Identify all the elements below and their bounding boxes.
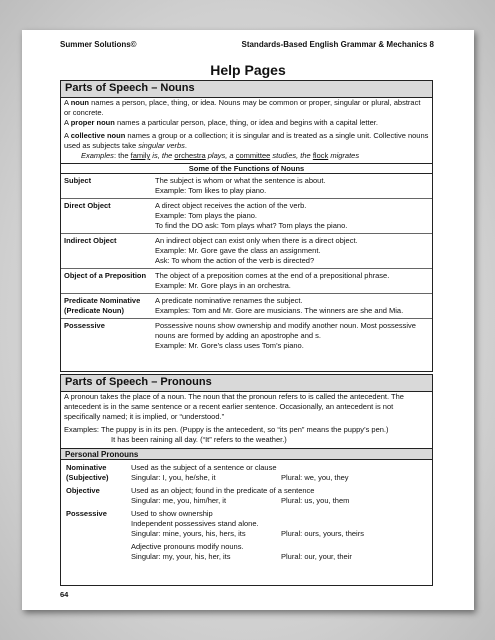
functions-heading: Some of the Functions of Nouns [61, 163, 432, 174]
pronoun-row: Objective Used as an object; found in the predicate of a sentence Singular: me, you, him/her, it Plural: us, you, them [66, 486, 350, 505]
pronoun-definition: A pronoun takes the place of a noun. The noun that the pronoun refers to is called the antecedent. The antecedent is in the same sentence or a recent earlier sentence. Occasionally, an antecedent is not specifically named; it is implied, or “understood.” [64, 392, 404, 421]
pronouns-section [60, 374, 433, 586]
page-number: 64 [60, 590, 69, 599]
nouns-section [60, 80, 433, 372]
page-header [60, 40, 434, 54]
function-row: Direct Object A direct object receives the action of the verb. Example: Tom plays the piano. To find the DO ask: Tom plays what? Tom plays the piano. [61, 199, 432, 234]
collective-noun-definition: A collective noun names a group or a collection; it is singular and is treated as a single unit. Collective nouns used as subjects take singular verbs. [64, 131, 429, 150]
header-right: Standards-Based English Grammar & Mechanics 8 [241, 40, 434, 49]
collective-examples: Examples: the family is, the orchestra plays, a committee studies, the flock migrates [81, 151, 360, 160]
function-row: Indirect Object An indirect object can exist only when there is a direct object. Example: Mr. Gore gave the class an assignment. Ask: To whom the action of the verb is directed? [61, 234, 432, 269]
page-title: Help Pages [210, 62, 286, 78]
pronoun-row: Possessive Used to show ownership Independent possessives stand alone. Singular: mine, yours, his, hers, its Plural: ours, yours, theirs Adjective pronouns modify nouns. Singular: my, your, his, her, its Plural: our, your, their [66, 509, 364, 561]
personal-pronouns-heading: Personal Pronouns [61, 448, 432, 460]
pronouns-heading: Parts of Speech – Pronouns [61, 375, 432, 392]
document-page [22, 30, 474, 610]
nouns-heading: Parts of Speech – Nouns [61, 81, 432, 98]
pronoun-example-2: It has been raining all day. (“It” refers to the weather.) [111, 435, 287, 444]
pronoun-example-1: Examples: The puppy is in its pen. (Puppy is the antecedent, so “its pen” means the puppy’s pen.) [64, 425, 389, 434]
header-left: Summer Solutions© [60, 40, 137, 49]
noun-definition: A noun names a person, place, thing, or idea. Nouns may be common or proper, singular or plural, abstract or concrete. [64, 98, 421, 117]
function-row: Predicate Nominative (Predicate Noun) A predicate nominative renames the subject. Examples: Tom and Mr. Gore are musicians. The winners are she and Mia. [61, 294, 432, 319]
function-row: Possessive Possessive nouns show ownership and modify another noun. Most possessive nouns are formed by adding an apostrophe and s. Example: Mr. Gore’s class uses Tom’s piano. [64, 321, 416, 350]
pronoun-row: Nominative (Subjective) Used as the subject of a sentence or clause Singular: I, you, he/she, it Plural: we, you, they [66, 463, 349, 482]
proper-noun-definition: A proper noun names a particular person, place, thing, or idea and begins with a capital letter. [64, 118, 378, 127]
function-row: Subject The subject is whom or what the sentence is about. Example: Tom likes to play piano. [61, 174, 432, 199]
function-row: Object of a Preposition The object of a preposition comes at the end of a prepositional phrase. Example: Mr. Gore plays in an orchestra. [61, 269, 432, 294]
